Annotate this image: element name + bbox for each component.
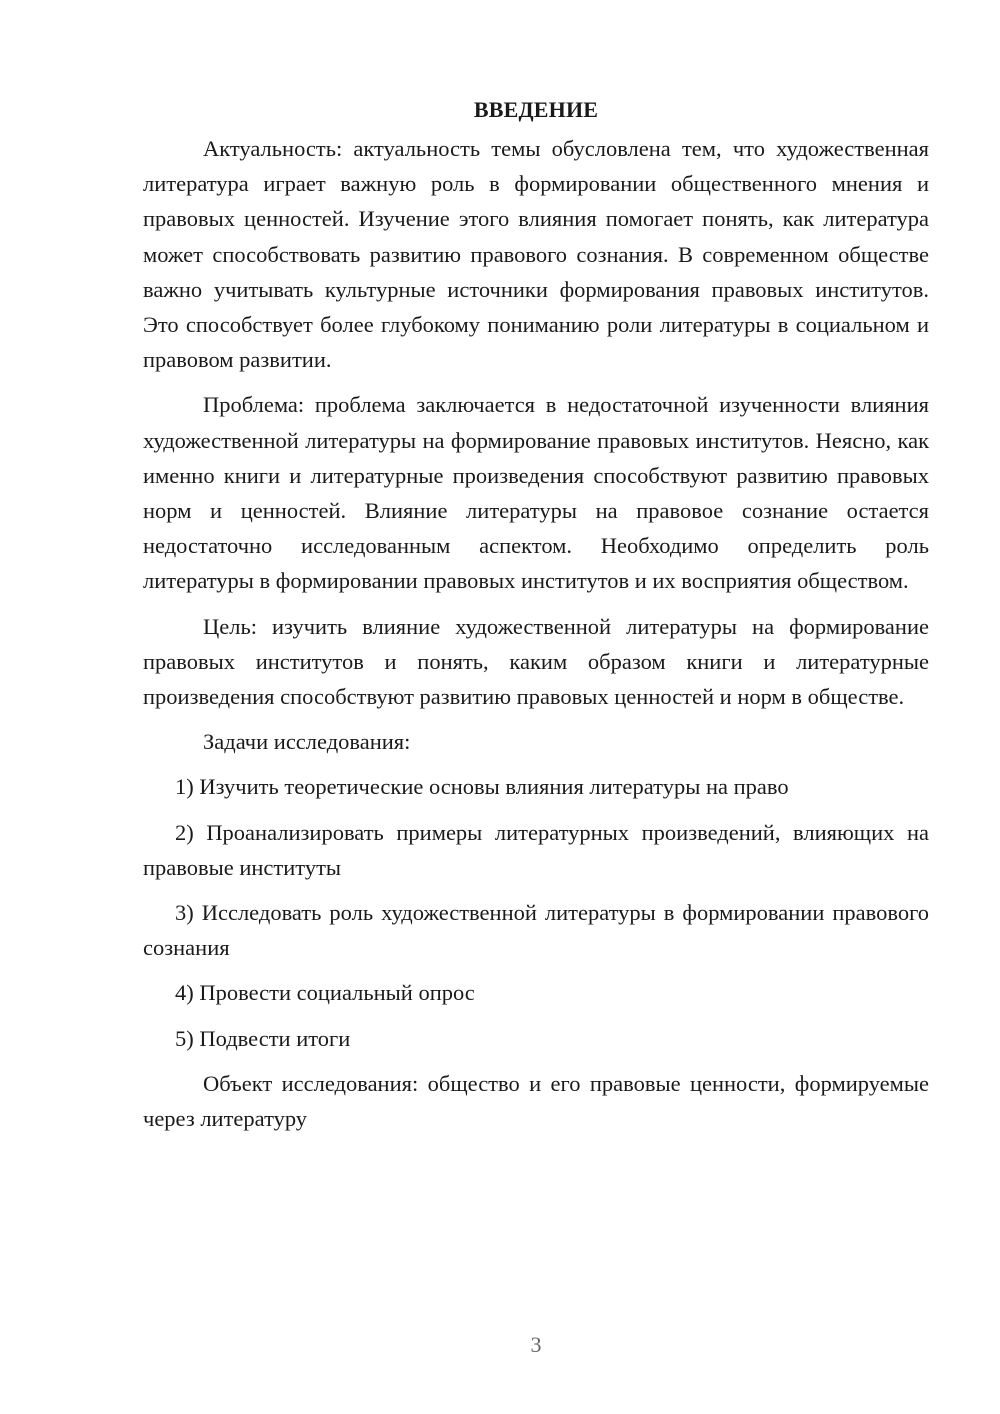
- task-item-4: 4) Провести социальный опрос: [175, 980, 475, 1006]
- page-number: 3: [530, 1332, 542, 1357]
- goal-paragraph: Цель: изучить влияние художественной литературы на формирование правовых институтов и понять, каким образом книги и литературные произведения способствуют развитию правовых ценностей и норм в обществе.: [143, 613, 929, 710]
- task-item-2: 2) Проанализировать примеры литературных произведений, влияющих на правовые институты: [143, 819, 929, 880]
- task-item-5: 5) Подвести итоги: [175, 1025, 351, 1051]
- object-paragraph: Объект исследования: общество и его правовые ценности, формируемые через литературу: [143, 1070, 929, 1132]
- task-item-1: 1) Изучить теоретические основы влияния литературы на право: [175, 774, 789, 800]
- relevance-paragraph: Актуальность: актуальность темы обусловлена тем, что художественная литература играет важную роль в формировании общественного мнения и правовых ценностей. Изучение этого влияния помогает понять, как литература может способствовать развитию правового сознания. В современном обществе важно учитывать культурные источники формирования правовых институтов. Это способствует более глубокому пониманию роли литературы в социальном и правовом развитии.: [143, 136, 929, 373]
- problem-paragraph: Проблема: проблема заключается в недостаточной изученности влияния художественной литературы на формирование правовых институтов. Неясно, как именно книги и литературные произведения способствуют развитию правовых норм и ценностей. Влияние литературы на правовое сознание остается недостаточно исследованным аспектом. Необходимо определить роль литературы в формировании правовых институтов и их восприятия обществом.: [143, 392, 929, 594]
- task-item-3: 3) Исследовать роль художественной литературы в формировании правового сознания: [143, 900, 929, 961]
- page-content: [143, 92, 929, 1146]
- section-heading: ВВЕДЕНИЕ: [473, 97, 599, 122]
- tasks-heading: Задачи исследования:: [203, 729, 411, 755]
